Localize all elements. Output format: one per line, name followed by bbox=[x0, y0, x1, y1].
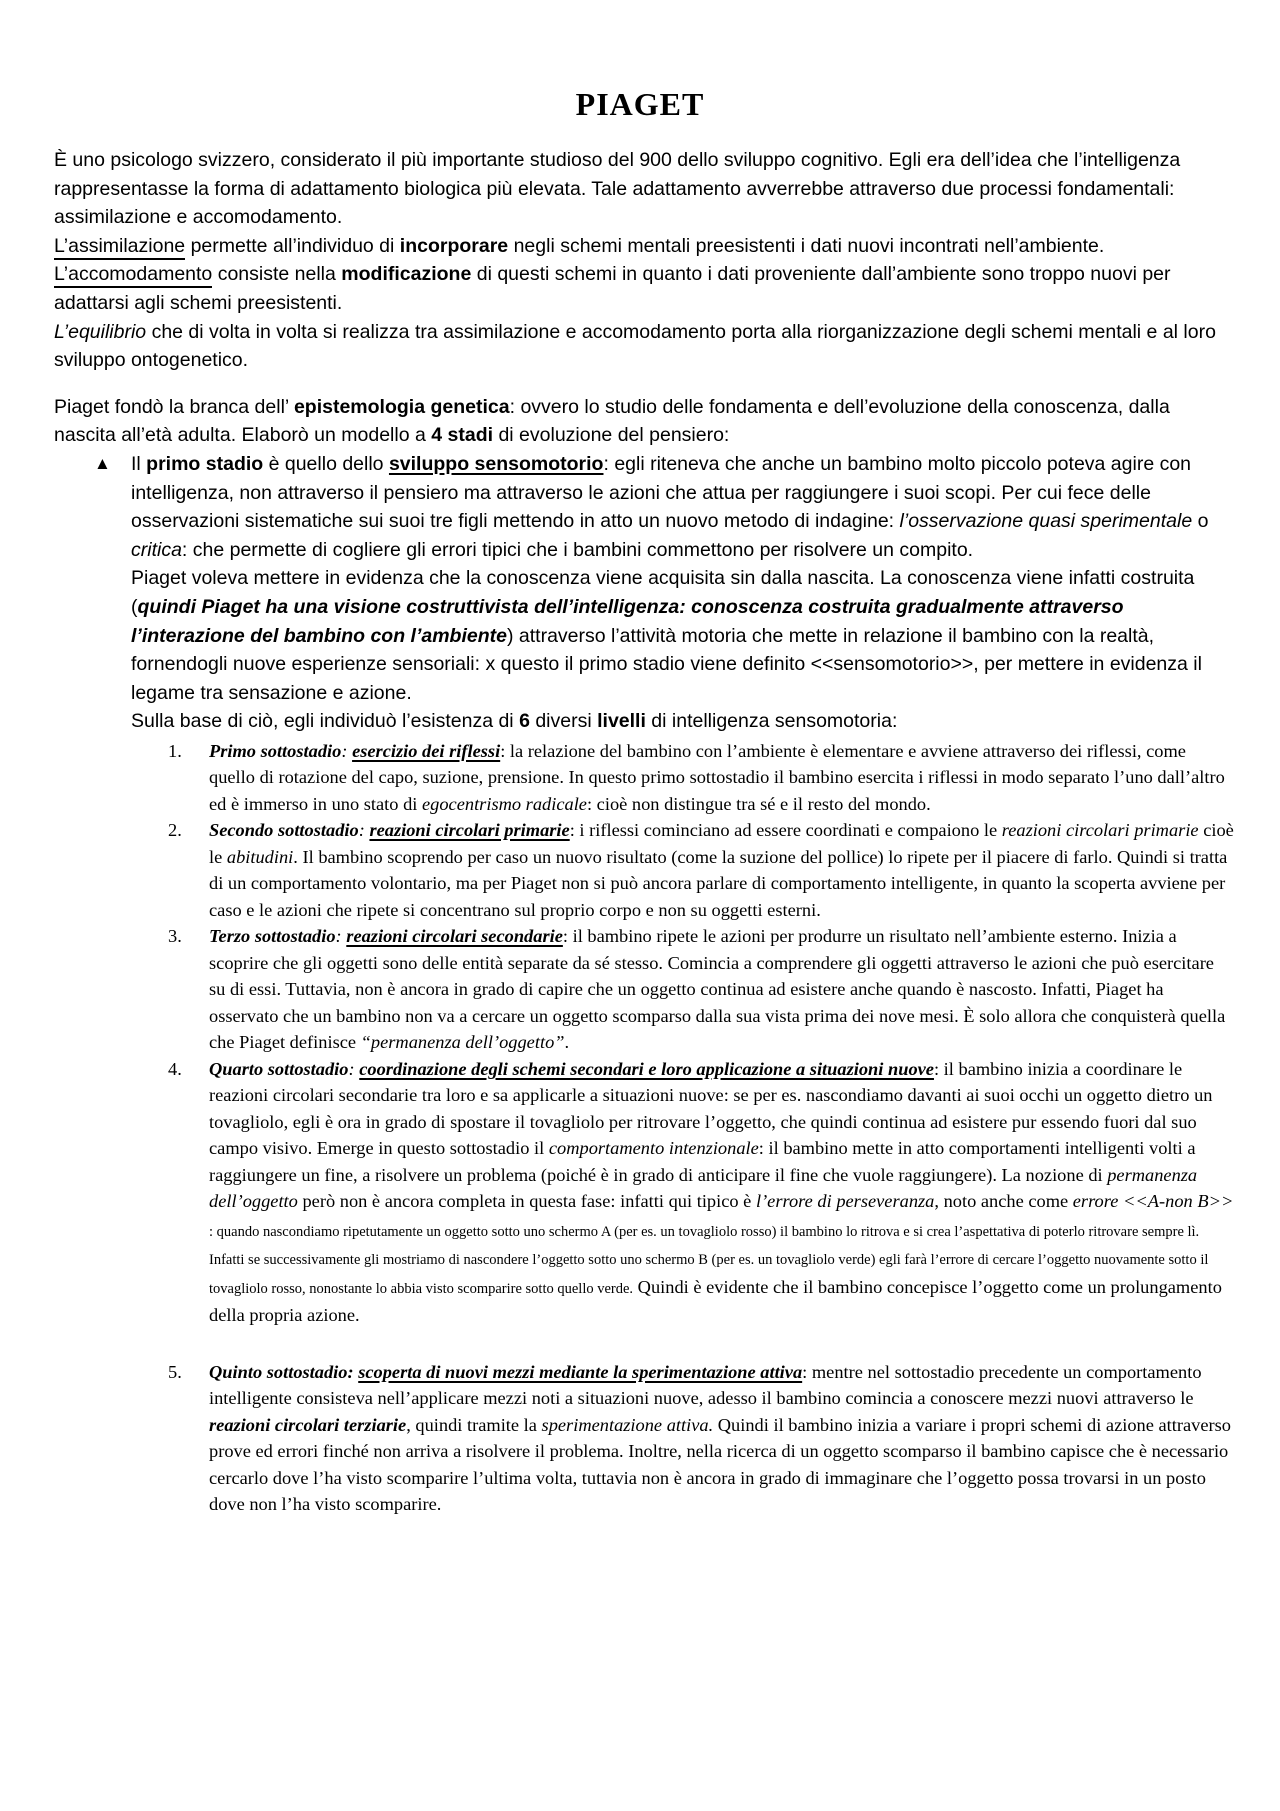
levels-count: 6 bbox=[519, 710, 530, 733]
substage-italic: “permanenza dell’oggetto” bbox=[360, 1032, 565, 1053]
substage-sep: : bbox=[341, 740, 353, 761]
substage-number: 1. bbox=[168, 740, 182, 761]
substage-title: esercizio dei riflessi bbox=[352, 740, 501, 761]
substage-text-b: , quindi tramite la bbox=[406, 1414, 542, 1435]
equilibrium-term: L’equilibrio bbox=[54, 320, 147, 343]
first-stage-paragraph bbox=[131, 450, 1234, 564]
substage-label: Quarto sottostadio bbox=[209, 1058, 349, 1079]
levels-text-e: di intelligenza sensomotoria: bbox=[645, 710, 898, 733]
cons-text-a: Piaget voleva mettere in evidenza che la conoscenza viene acquisita sin dalla nascita. La conoscenza viene infatti costruita ( bbox=[131, 567, 1195, 618]
substage-text-b: . bbox=[564, 1032, 570, 1053]
substage-italic: egocentrismo radicale bbox=[422, 793, 587, 814]
substage-text-a: : il bambino inizia a coordinare le reazioni circolari secondarie tra loro e sa applicarle a situazioni nuove: se per es. nascondiamo davanti ai suoi occhi un oggetto dietro un tovagliolo, egli è ora in grado di spostare il tovagliolo per ritrovare l’oggetto, che quindi continua ad esistere pur essendo fuori dal suo campo visivo. Emerge in questo sottostadio il bbox=[209, 1058, 1213, 1159]
levels-text-c: diversi bbox=[529, 710, 598, 733]
fs-text-a: Il bbox=[131, 452, 147, 475]
document-body bbox=[54, 146, 1234, 1518]
substage-number: 4. bbox=[168, 1058, 182, 1079]
intro-text: È uno psicologo svizzero, considerato il più importante studioso del 900 dello sviluppo cognitivo. Egli era dell’idea che l’intelligenza rappresentasse la forma di adattamento biologica più elevata. Tale adattamento avverrebbe attraverso due processi fondamentali: assimilazione e accomodamento. bbox=[54, 149, 1181, 229]
assimilation-term: L’assimilazione bbox=[54, 235, 185, 260]
accommodation-paragraph bbox=[54, 260, 1234, 317]
assimilation-text-b: negli schemi mentali preesistenti i dati nuovi incontrati nell’ambiente. bbox=[508, 234, 1105, 257]
intro-paragraph bbox=[54, 146, 1234, 232]
triangle-bullet-icon: ▲ bbox=[94, 453, 111, 473]
cons-bold-italic: quindi Piaget ha una visione costruttivista dell’intelligenza: conoscenza costruita gradualmente attraverso l’interazione del bambino con l’ambiente bbox=[131, 595, 1124, 647]
substage-label: Primo sottostadio bbox=[209, 740, 342, 761]
substage-number: 2. bbox=[168, 820, 182, 841]
substage-title: coordinazione degli schemi secondari e loro applicazione a situazioni nuove bbox=[359, 1058, 934, 1079]
substage-italic: sperimentazione attiva. bbox=[541, 1414, 714, 1435]
substage-title: scoperta di nuovi mezzi mediante la sperimentazione attiva bbox=[358, 1361, 803, 1382]
substage-italic: comportamento intenzionale bbox=[548, 1138, 759, 1159]
substage-italic: reazioni circolari primarie bbox=[1001, 820, 1199, 841]
substage-item-4 bbox=[54, 1056, 1234, 1329]
substage-bold-italic: reazioni circolari terziarie bbox=[209, 1414, 407, 1435]
substage-small-text: : quando nascondiamo ripetutamente un oggetto sotto uno schermo A (per es. un tovagliolo rosso) il bambino lo ritrova e si crea l’aspettativa di poterlo ritrovare sempre lì. Infatti se successivamente gli mostriamo di nascondere l’oggetto sotto uno schermo B (per es. un tovagliolo verde) egli farà l’errore di cercare l’oggetto nuovamente sotto il tovagliolo rosso, nonostante lo abbia visto scomparire sotto quello verde. bbox=[209, 1223, 1209, 1297]
substage-text-b: : il bambino mette in atto comportamenti intelligenti volti a raggiungere un fine, a risolvere un problema (poiché è in grado di anticipare il fine che vuole raggiungere). La nozione di bbox=[209, 1138, 1196, 1185]
substage-text-a: : la relazione del bambino con l’ambiente è elementare e avviene attraverso dei riflessi, come quello di rotazione del capo, suzione, prensione. In questo primo sottostadio il bambino esercita i riflessi in modo separato l’uno dall’altro ed è immerso in uno stato di bbox=[209, 740, 1225, 814]
cons-text-c: ) attraverso l’attività motoria che mette in relazione il bambino con la realtà, fornendogli nuove esperienze sensoriali: x questo il primo stadio viene definito <<sensomotorio>>, per mettere in evidenza il legame tra sensazione e azione. bbox=[131, 624, 1202, 704]
fs-text-b: è quello dello bbox=[263, 452, 389, 475]
substage-italic-3: l’errore di perseveranza bbox=[755, 1191, 935, 1212]
substage-text-a: : i riflessi cominciano ad essere coordinati e compaiono le bbox=[569, 820, 1002, 841]
substage-text-c: . Il bambino scoprendo per caso un nuovo risultato (come la suzione del pollice) lo ripete per il piacere di farlo. Quindi si tratta di un comportamento volontario, ma per Piaget non si può ancora parlare di comportamento intelligente, in quanto la scoperta avviene per caso e le azioni che ripete si concentrano sul proprio corpo e non su oggetti esterni. bbox=[209, 846, 1228, 920]
fs-text-c: : egli riteneva che anche un bambino molto piccolo poteva agire con intelligenza, non attraverso il pensiero ma attraverso le azioni che attua per raggiungere i suoi scopi. Per cui fece delle osservazioni sistematiche sui suoi tre figli mettendo in atto un nuovo metodo di indagine: bbox=[131, 452, 1192, 533]
substage-title: reazioni circolari primarie bbox=[369, 820, 570, 841]
assimilation-text-a: permette all’individuo di bbox=[185, 234, 400, 257]
substage-text-a: : il bambino ripete le azioni per produrre un risultato nell’ambiente esterno. Inizia a scoprire che gli oggetti sono delle entità separate da sé stesso. Comincia a comprendere gli oggetti attraverso le azioni che può esercitare su di essi. Tuttavia, non è ancora in grado di capire che un oggetto continua ad esistere anche quando è nascosto. Infatti, Piaget ha osservato che un bambino non va a cercare un oggetto scomparso dalla sua vista prima dei nove mesi. È solo allora che conquisterà quella che Piaget definisce bbox=[209, 926, 1226, 1053]
substage-text-c: Quindi il bambino inizia a variare i propri schemi di azione attraverso prove ed errori finché non arriva a risolvere il problema. Inoltre, nella ricerca di un oggetto scomparso il bambino capisce che è necessario cercarlo dove l’ha visto scomparire l’ultima volta, tuttavia non è ancora in grado di immaginare che l’oggetto possa trovarsi in un posto dove non l’ha visto scomparire. bbox=[209, 1414, 1232, 1515]
substage-text-d: , noto anche come bbox=[934, 1191, 1073, 1212]
page-title: PIAGET bbox=[575, 86, 705, 122]
levels-text-a: Sulla base di ciò, egli individuò l’esistenza di bbox=[131, 710, 520, 733]
substage-text-a: : mentre nel sottostadio precedente un comportamento intelligente consisteva nell’applicare mezzi noti a situazioni nuove, adesso il bambino comincia a conoscere mezzi nuovi attraverso le bbox=[209, 1361, 1202, 1409]
equilibrium-text: che di volta in volta si realizza tra assimilazione e accomodamento porta alla riorganizzazione degli schemi mentali e al loro sviluppo ontogenetico. bbox=[54, 320, 1216, 372]
epistemology-text-b: : ovvero lo studio delle fondamenta e dell’evoluzione della conoscenza, dalla nascita all’età adulta. Elaborò un modello a bbox=[54, 395, 1170, 447]
substage-number: 3. bbox=[168, 926, 182, 947]
substage-italic-2: abitudini bbox=[226, 846, 294, 867]
substage-label: Terzo sottostadio bbox=[209, 926, 336, 947]
epistemology-term: epistemologia genetica bbox=[293, 395, 510, 418]
fs-italic-1: l’osservazione quasi sperimentale bbox=[899, 510, 1193, 533]
substage-title: reazioni circolari secondarie bbox=[346, 926, 563, 947]
levels-paragraph bbox=[131, 707, 1234, 736]
fs-text-d: o bbox=[1192, 510, 1209, 533]
accommodation-text-b: di questi schemi in quanto i dati proveniente dall’ambiente sono troppo nuovi per adattarsi agli schemi preesistenti. bbox=[54, 263, 1171, 314]
substage-number: 5. bbox=[168, 1361, 182, 1382]
fs-term: sviluppo sensomotorio bbox=[388, 452, 604, 475]
substage-sep: : bbox=[335, 926, 347, 947]
substage-item-3 bbox=[54, 923, 1234, 1056]
substage-text-b: : cioè non distingue tra sé e il resto del mondo. bbox=[586, 793, 931, 814]
accommodation-bold: modificazione bbox=[341, 263, 472, 286]
constructivism-paragraph bbox=[131, 564, 1234, 707]
substage-item-1 bbox=[54, 738, 1234, 818]
epistemology-text-c: di evoluzione del pensiero: bbox=[493, 424, 730, 447]
assimilation-bold: incorporare bbox=[399, 234, 509, 257]
substage-sep: : bbox=[358, 820, 370, 841]
substage-text-b: cioè le bbox=[209, 820, 1234, 867]
substage-label: Secondo sottostadio bbox=[209, 820, 359, 841]
substage-italic-2: permanenza dell’oggetto bbox=[209, 1164, 1198, 1212]
equilibrium-paragraph bbox=[54, 318, 1234, 375]
stages-count: 4 stadi bbox=[431, 424, 494, 447]
assimilation-paragraph bbox=[54, 232, 1234, 261]
substage-label: Quinto sottostadio: bbox=[209, 1361, 354, 1382]
fs-bold: primo stadio bbox=[146, 452, 264, 475]
substage-sep: : bbox=[348, 1058, 360, 1079]
substage-item-5 bbox=[54, 1359, 1234, 1518]
fs-italic-2: critica bbox=[131, 538, 182, 561]
substage-text-c: però non è ancora completa in questa fase: infatti qui tipico è bbox=[297, 1191, 756, 1212]
accommodation-term: L’accomodamento bbox=[54, 263, 212, 288]
accommodation-text-a: consiste nella bbox=[212, 263, 342, 286]
fs-text-e: : che permette di cogliere gli errori tipici che i bambini commettono per risolvere un compito. bbox=[181, 538, 974, 561]
levels-bold: livelli bbox=[597, 710, 646, 733]
substage-item-2 bbox=[54, 817, 1234, 923]
substage-text-e: Quindi è evidente che il bambino concepisce l’oggetto come un prolungamento della propria azione. bbox=[209, 1276, 1222, 1326]
first-stage-item bbox=[54, 450, 1234, 736]
substage-italic-4: errore <<A-non B>> bbox=[1072, 1191, 1234, 1212]
epistemology-text-a: Piaget fondò la branca dell’ bbox=[54, 395, 294, 418]
epistemology-paragraph bbox=[54, 393, 1234, 450]
